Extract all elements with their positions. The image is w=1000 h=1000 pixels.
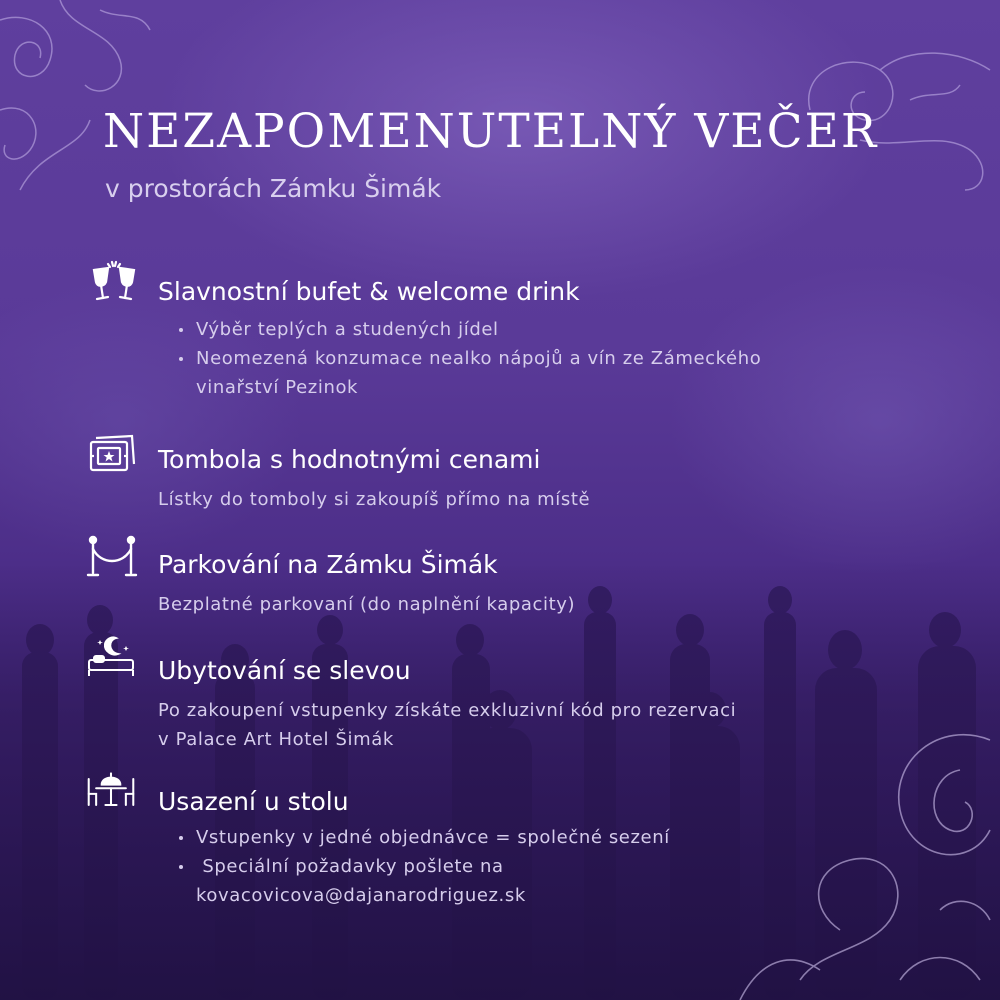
champagne-glasses-icon — [88, 260, 140, 304]
bullet-list — [174, 823, 670, 910]
list-item-email: kovacovicova@dajanarodriguez.sk — [196, 885, 526, 906]
baroque-ornament-top-left — [0, 0, 170, 200]
stanchion-rope-icon — [86, 535, 138, 579]
section-tombola — [0, 432, 1000, 522]
bullet-list — [174, 315, 761, 402]
section-description: Bezplatné parkovaní (do naplnění kapacity) — [158, 594, 576, 615]
page-subtitle: v prostorách Zámku Šimák — [105, 174, 442, 203]
section-description-line: v Palace Art Hotel Šimák — [158, 729, 394, 750]
list-item-continuation: vinařství Pezinok — [196, 377, 359, 398]
section-title: Ubytování se slevou — [158, 656, 411, 685]
page-title: NEZAPOMENUTELNÝ VEČER — [103, 104, 879, 159]
section-seating — [0, 770, 1000, 920]
dining-table-icon — [85, 770, 137, 814]
list-item: Vstupenky v jedné objednávce = společné sezení — [174, 823, 670, 852]
section-title: Slavnostní bufet & welcome drink — [158, 277, 580, 306]
list-item: Speciální požadavky pošlete na — [174, 852, 670, 881]
list-item: Výběr teplých a studených jídel — [174, 315, 761, 344]
section-accommodation — [0, 634, 1000, 754]
section-title: Usazení u stolu — [158, 787, 349, 816]
section-title: Parkování na Zámku Šimák — [158, 550, 498, 579]
section-parking — [0, 535, 1000, 625]
section-title: Tombola s hodnotnými cenami — [158, 445, 541, 474]
list-item: Neomezená konzumace nealko nápojů a vín ze Zámeckého — [174, 344, 761, 373]
section-description: Lístky do tomboly si zakoupíš přímo na místě — [158, 489, 591, 510]
section-description-line: Po zakoupení vstupenky získáte exkluzivní kód pro rezervaci — [158, 700, 737, 721]
bed-moon-icon — [86, 634, 138, 678]
ticket-icon — [88, 432, 140, 476]
section-buffet — [0, 260, 1000, 410]
